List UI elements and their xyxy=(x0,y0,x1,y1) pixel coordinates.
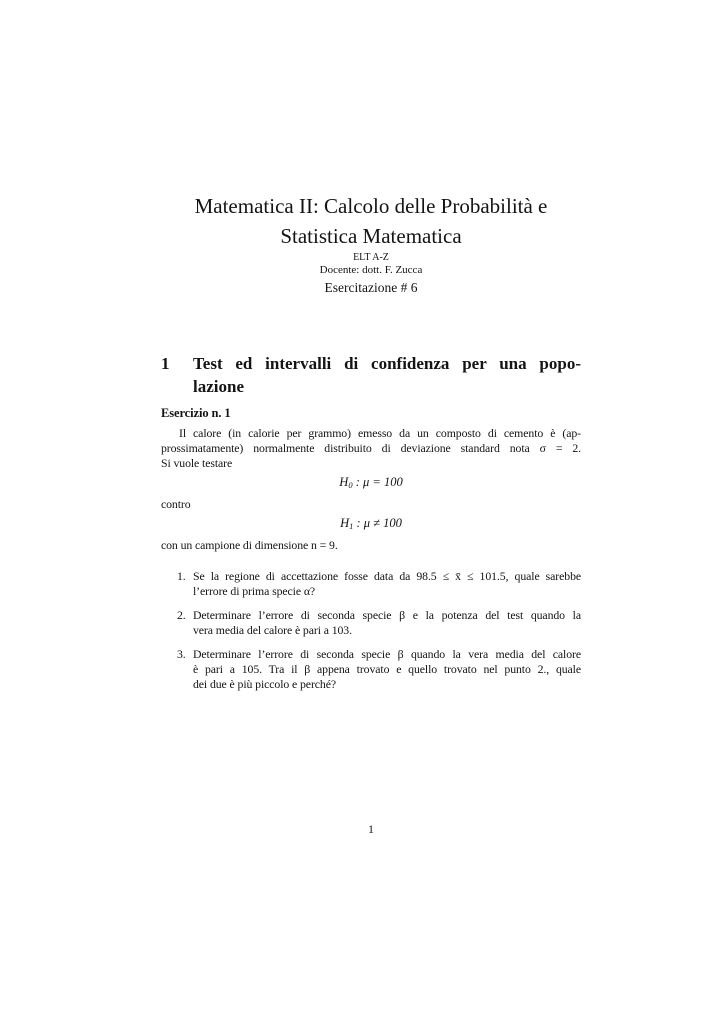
intro-line: Si vuole testare xyxy=(161,456,233,470)
list-item-text xyxy=(193,608,581,638)
question-line: vera media del calore è pari a 103. xyxy=(193,623,352,637)
intro-line: prossimatamente) normalmente distribuito di deviazione standard nota σ = 2. xyxy=(161,441,581,455)
document-page xyxy=(161,0,581,1024)
question-line: Determinare l’errore di seconda specie β e la potenza del test quando la xyxy=(193,608,581,622)
question-list xyxy=(161,569,581,692)
question-line: è pari a 105. Tra il β appena trovato e quello trovato nel punto 2., quale xyxy=(193,662,581,676)
hypothesis-alt-formula xyxy=(161,516,581,531)
document-title-line1: Matematica II: Calcolo delle Probabilità e xyxy=(194,194,548,218)
list-item-number: 3. xyxy=(177,647,186,661)
hypothesis-null-formula xyxy=(161,475,581,490)
intro-line: Il calore (in calorie per grammo) emesso da un composto di cemento è (ap- xyxy=(179,426,581,440)
title-block xyxy=(161,0,581,296)
question-line: Se la regione di accettazione fosse data da 98.5 ≤ x̄ ≤ 101.5, quale sarebbe xyxy=(193,569,581,583)
list-item xyxy=(161,608,581,638)
exercise-label: Esercizio n. 1 xyxy=(161,406,231,420)
section-title-line2: lazione xyxy=(193,377,244,396)
math-expression: $H_1$ : μ ≠ 100 xyxy=(340,516,402,531)
intro-paragraph xyxy=(161,426,581,471)
sample-size-line: con un campione di dimensione n = 9. xyxy=(161,538,338,552)
question-line: Determinare l’errore di seconda specie β quando la vera media del calore xyxy=(193,647,581,661)
list-item-text xyxy=(193,569,581,599)
list-item-number: 1. xyxy=(177,569,186,583)
session-title: Esercitazione # 6 xyxy=(324,280,418,295)
lecturer-line: Docente: dott. F. Zucca xyxy=(319,264,423,276)
question-line: l’errore di prima specie α? xyxy=(193,584,316,598)
section-title-line1: Test ed intervalli di confidenza per una popo- xyxy=(193,354,581,373)
section-number: 1 xyxy=(161,354,170,373)
question-line: dei due è più piccolo e perché? xyxy=(193,677,336,691)
section-heading-line1 xyxy=(161,352,581,375)
course-code: ELT A-Z xyxy=(353,252,389,263)
page-number: 1 xyxy=(368,822,374,836)
document-title-line2: Statistica Matematica xyxy=(280,224,462,248)
list-item-number: 2. xyxy=(177,608,186,622)
list-item xyxy=(161,569,581,599)
list-item-text xyxy=(193,647,581,692)
math-expression: $H_0$ : μ = 100 xyxy=(339,475,403,490)
list-item xyxy=(161,647,581,692)
versus-line: contro xyxy=(161,497,191,511)
exercise-block xyxy=(161,406,581,692)
section-heading xyxy=(161,352,581,398)
